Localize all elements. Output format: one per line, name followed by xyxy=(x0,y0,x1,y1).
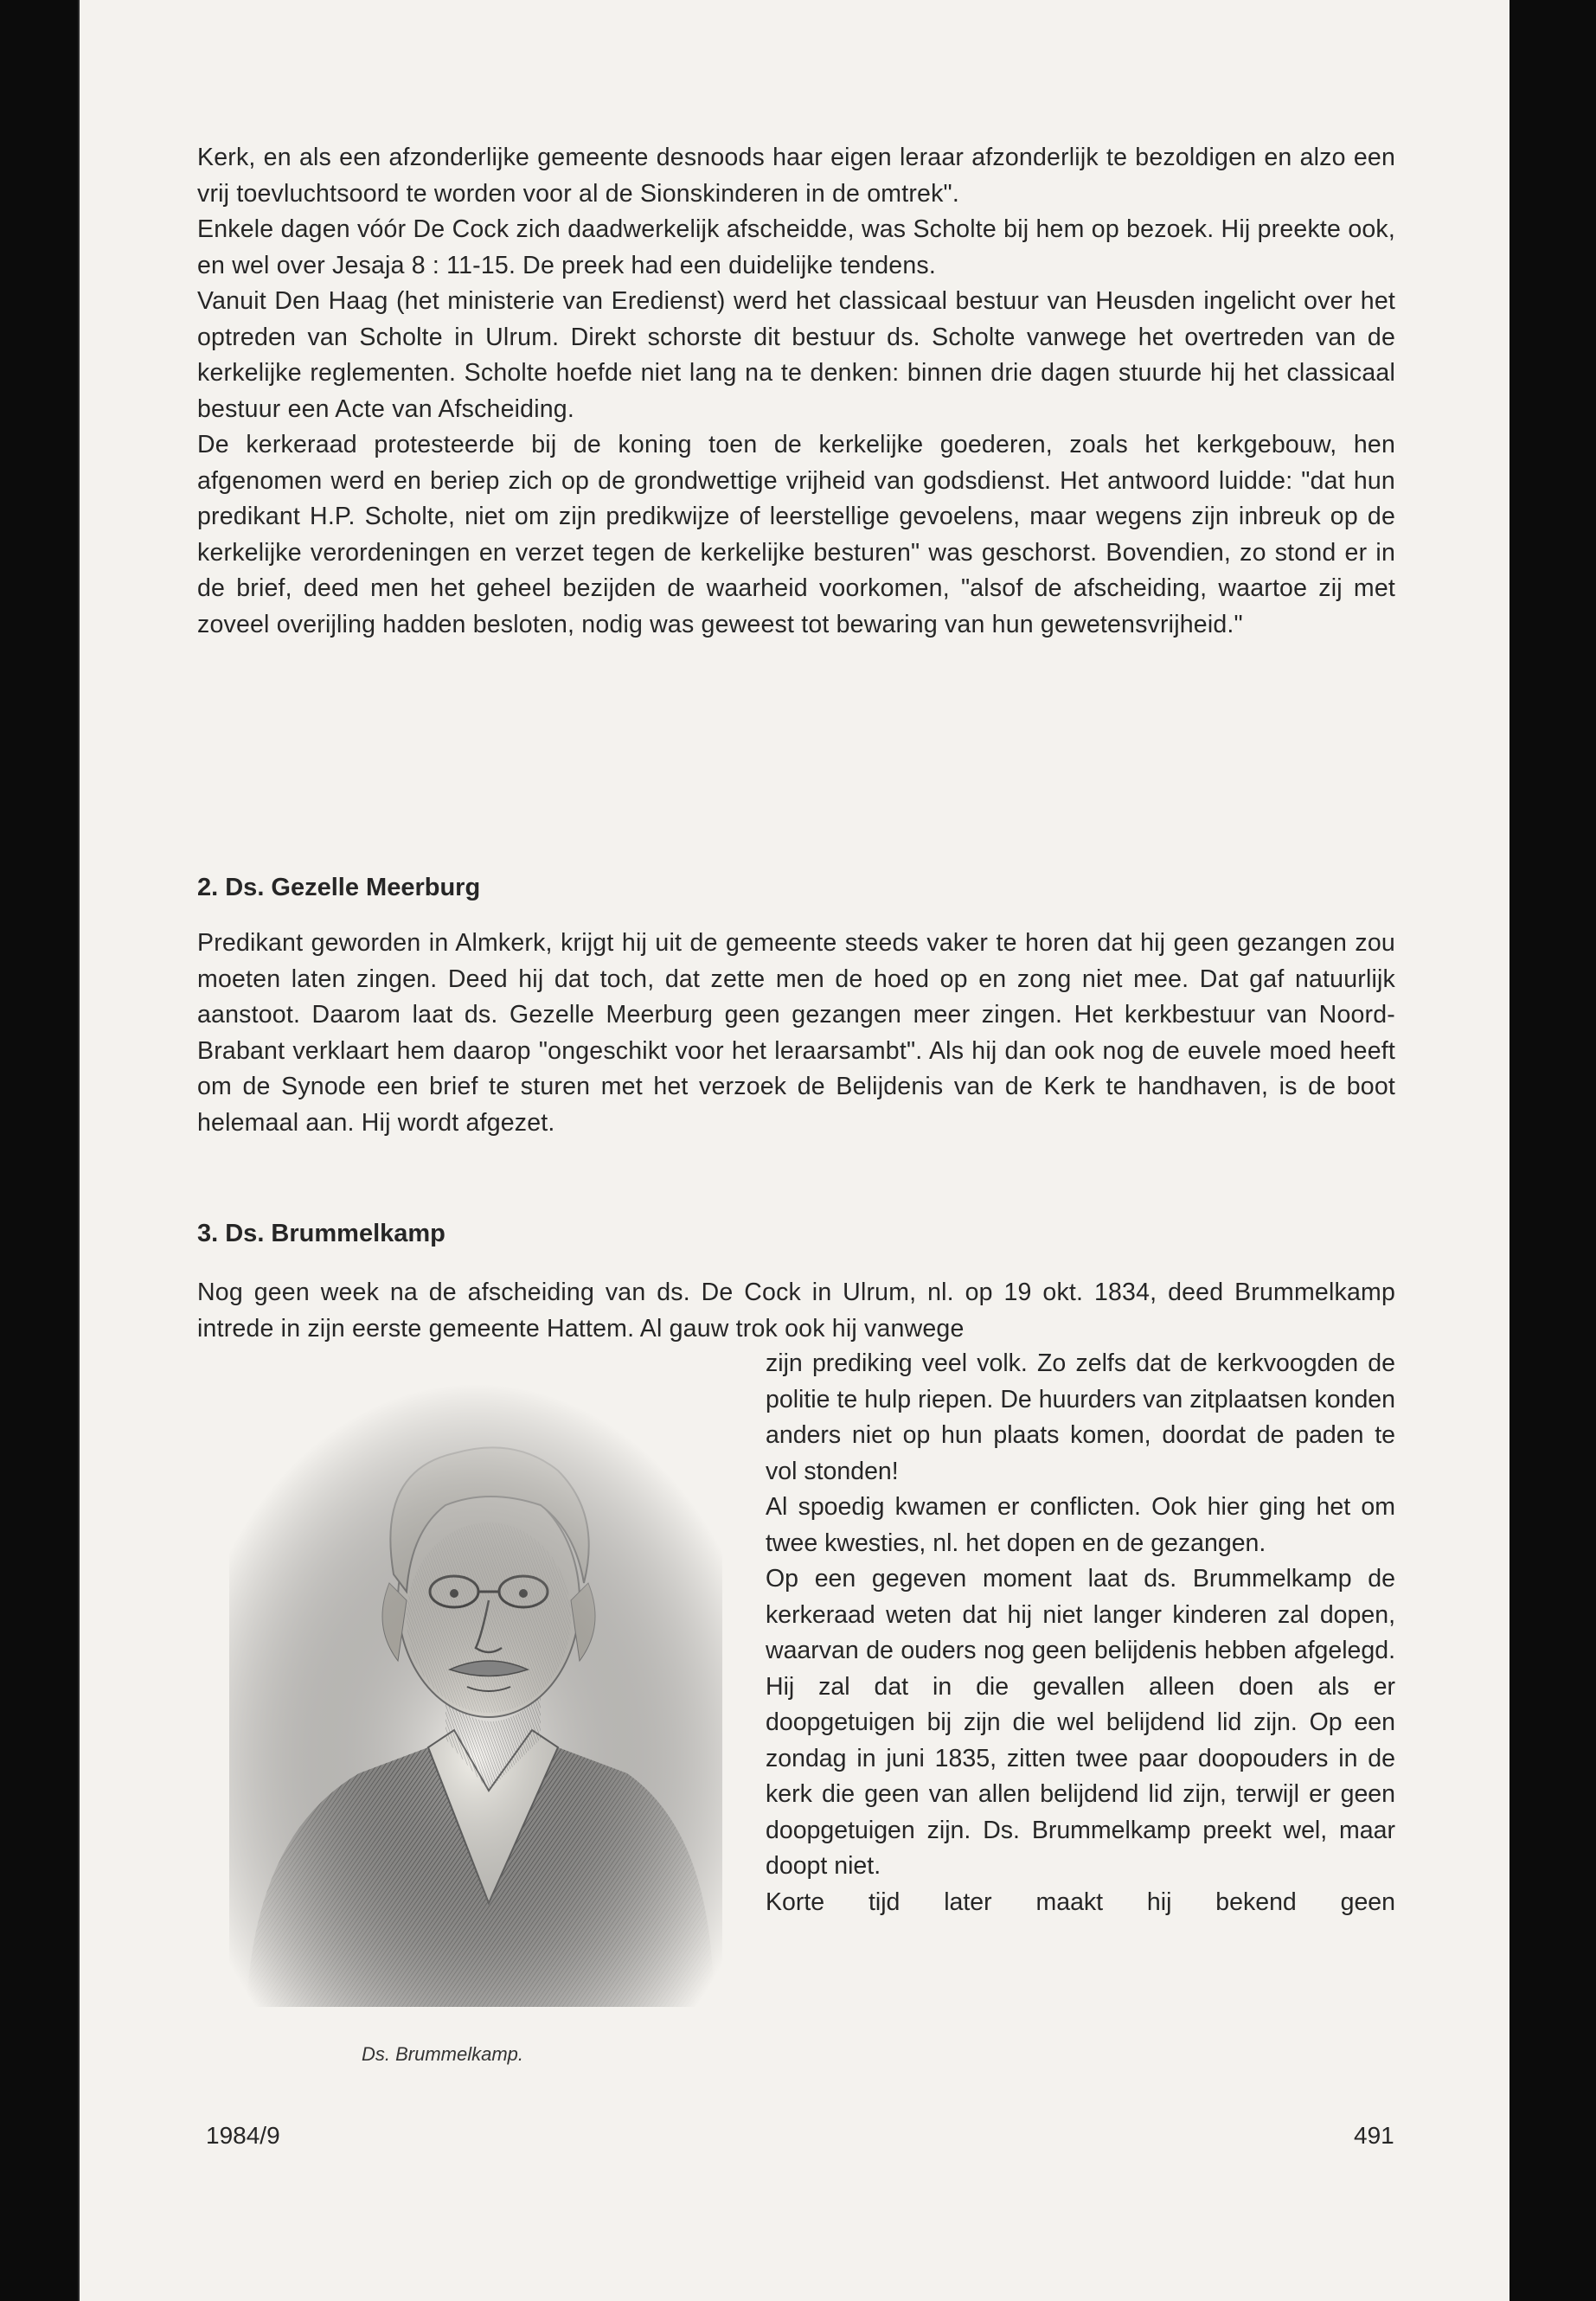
portrait-illustration xyxy=(229,1384,722,2007)
paragraph: Op een gegeven moment laat ds. Brummelkamp de kerkeraad weten dat hij niet langer kinderen zal dopen, waarvan de ouders nog geen belijdenis hebben afgelegd. Hij zal dat in die gevallen alleen doen als er doopgetuigen bij zijn die wel belijdend lid zijn. Op een zondag in juni 1835, zitten twee paar doopouders in de kerk die geen van allen belijdend lid zijn, terwijl er geen doopgetuigen zijn. Ds. Brummelkamp preekt wel, maar doopt niet. xyxy=(766,1565,1395,1880)
page-number: 491 xyxy=(1354,2122,1394,2149)
issue-number: 1984/9 xyxy=(206,2122,280,2149)
paragraph: De kerkeraad protesteerde bij de koning toen de kerkelijke goederen, zoals het kerkgebouw, hen afgenomen werd en beriep zich op de grondwettige vrijheid van godsdienst. Het antwoord luidde: "dat hun predikant H.P. Scholte, niet om zijn predikwijze of leerstellige gevoelens, maar wegens zijn inbreuk op de kerkelijke verordeningen en verzet tegen de kerkelijke besturen" was geschorst. Bovendien, zo stond er in de brief, deed men het geheel bezijden de waarheid voorkomen, "alsof de afscheiding, waartoe zij met zoveel overijling hadden besloten, nodig was geweest tot bewaring van hun gewetensvrijheid." xyxy=(197,431,1395,638)
paragraph: Vanuit Den Haag (het ministerie van Eredienst) werd het classicaal bestuur van Heusden ingelicht over het optreden van Scholte in Ulrum. Direkt schorste dit bestuur ds. Scholte vanwege het overtreden van de kerkelijke reglementen. Scholte hoefde niet lang na te denken: binnen drie dagen stuurde hij het classicaal bestuur een Acte van Afscheiding. xyxy=(197,287,1395,423)
paragraph-continued: Korte tijd later maakt hij bekend geen xyxy=(766,1888,1395,1916)
portrait-caption: Ds. Brummelkamp. xyxy=(362,2043,524,2065)
section-text xyxy=(197,926,1395,1141)
paragraph: zijn prediking veel volk. Zo zelfs dat de kerkvoogden de politie te hulp riepen. De huurders van zitplaatsen konden anders niet op hun plaats komen, doordat de paden te vol stonden! xyxy=(766,1349,1395,1485)
section-heading: 3. Ds. Brummelkamp xyxy=(197,1220,445,1247)
paragraph: Predikant geworden in Almkerk, krijgt hij uit de gemeente steeds vaker te horen dat hij geen gezangen zou moeten laten zingen. Deed hij dat toch, dat zette men de hoed op en zong niet mee. Dat gaf natuurlijk aanstoot. Daarom laat ds. Gezelle Meerburg geen gezangen meer zingen. Het kerkbestuur van Noord-Brabant verklaart hem daarop "ongeschikt voor het leraarsambt". Als hij dan ook nog de euvele moed heeft om de Synode een brief te sturen met het verzoek de Belijdenis van de Kerk te handhaven, is de boot helemaal aan. Hij wordt afgezet. xyxy=(197,929,1395,1137)
paragraph: Nog geen week na de afscheiding van ds. De Cock in Ulrum, nl. op 19 okt. 1834, deed Brummelkamp intrede in zijn eerste gemeente Hattem. Al gauw trok ook hij vanwege xyxy=(197,1279,1395,1343)
paragraph: Kerk, en als een afzonderlijke gemeente desnoods haar eigen leraar afzonderlijk te bezoldigen en alzo een vrij toevluchtsoord te worden voor al de Sionskinderen in de omtrek". xyxy=(197,144,1395,208)
paragraph: Al spoedig kwamen er conflicten. Ook hier ging het om twee kwesties, nl. het dopen en de gezangen. xyxy=(766,1493,1395,1557)
section-intro xyxy=(197,1275,1395,1347)
top-text-block xyxy=(197,140,1395,643)
section-heading: 2. Ds. Gezelle Meerburg xyxy=(197,874,481,901)
right-column-text xyxy=(766,1346,1395,1920)
paragraph: Enkele dagen vóór De Cock zich daadwerkelijk afscheidde, was Scholte bij hem op bezoek. Hij preekte ook, en wel over Jesaja 8 : 11-15. De preek had een duidelijke tendens. xyxy=(197,215,1395,279)
